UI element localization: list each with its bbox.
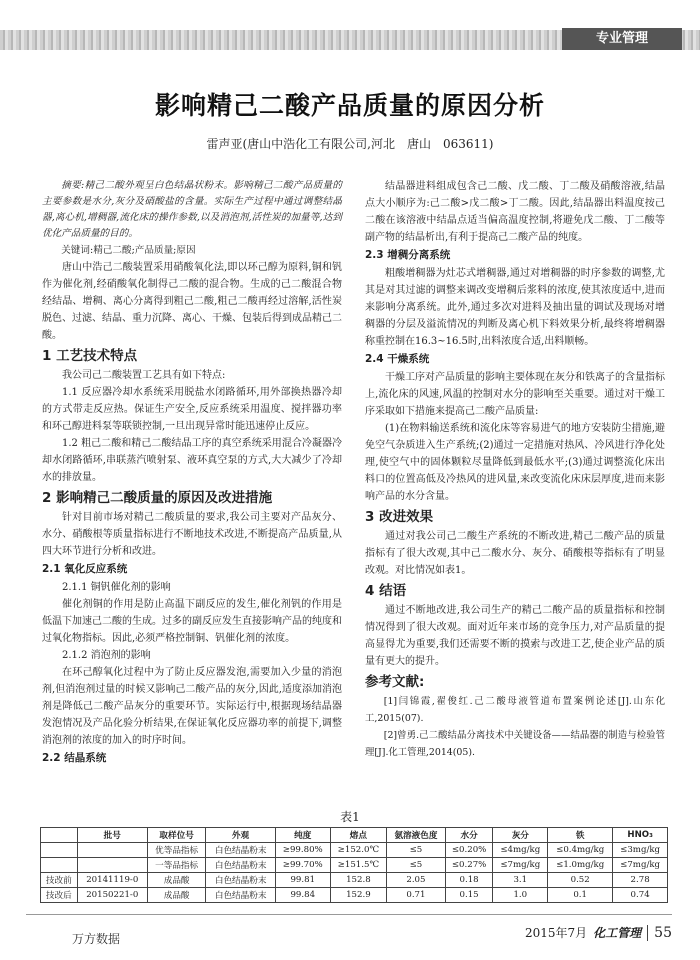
table-cell: 152.9 — [330, 888, 387, 903]
table-cell: 1.0 — [493, 888, 548, 903]
table-cell: ≤5 — [387, 858, 446, 873]
paragraph: 针对目前市场对精己二酸质量的要求,我公司主要对产品灰分、水分、硝酸根等质量指标进行不断地技术改进,不断提高产品质量,从四大环节进行分析和改进。 — [42, 512, 342, 557]
table-cell: 20141119-0 — [77, 873, 147, 888]
table-header-row — [41, 828, 668, 843]
subheading-2-3: 2.3 增稠分离系统 — [365, 249, 451, 261]
subheading-2-4: 2.4 干燥系统 — [365, 353, 430, 365]
table-header-cell: 灰分 — [493, 828, 548, 843]
subheading-2-2: 2.2 结晶系统 — [42, 752, 107, 764]
paragraph: 1.2 粗己二酸和精己二酸结晶工序的真空系统采用混合冷凝器冷却水闭路循环,串联蒸汽喷射泵、液环真空泵的方式,大大减少了冷却水的排放量。 — [42, 438, 342, 483]
section-tag: 专业管理 — [562, 28, 682, 50]
table-cell — [77, 858, 147, 873]
table-cell: ≤7mg/kg — [493, 858, 548, 873]
table-cell: 152.8 — [330, 873, 387, 888]
table-cell — [77, 843, 147, 858]
table-cell: 技改后 — [41, 888, 78, 903]
subheading-2-1-1: 2.1.1 铜钒催化剂的影响 — [62, 582, 171, 593]
table-cell: ≥152.0℃ — [330, 843, 387, 858]
table-cell: 0.18 — [445, 873, 493, 888]
table-row — [41, 873, 668, 888]
table-cell — [41, 858, 78, 873]
table-header-cell — [41, 828, 78, 843]
author-line: 雷声亚(唐山中浩化工有限公司,河北 唐山 063611) — [206, 137, 494, 151]
table-cell: 99.84 — [275, 888, 330, 903]
left-column — [42, 178, 342, 768]
table-cell: ≥99.70% — [275, 858, 330, 873]
subheading-2-1-2: 2.1.2 消泡剂的影响 — [62, 650, 151, 661]
footer-info — [525, 924, 672, 941]
paragraph: 通过对我公司己二酸生产系统的不断改进,精己二酸产品的质量指标有了很大改观,其中己二酸水分、灰分、硝酸根等指标有了明显改观。对比情况如表1。 — [365, 531, 665, 576]
table-caption: 表1 — [340, 810, 360, 824]
right-column — [365, 178, 665, 761]
paragraph: 催化剂铜的作用是防止高温下副反应的发生,催化剂钒的作用是低温下加速己二酸的生成。过多的副反应发生直接影响产品的纯度和过氧化物指标。因此,必须严格控制铜、钒催化剂的浓度。 — [42, 599, 342, 644]
section-heading-4: 4 结语 — [365, 583, 407, 599]
page-number: 55 — [647, 925, 672, 941]
intro-paragraph: 唐山中浩己二酸装置采用硝酸氧化法,即以环己醇为原料,铜和钒作为催化剂,经硝酸氧化制得己二酸的混合物。生成的己二酸混合物经结晶、增稠、离心分离得到粗己二酸,粗己二酸再经过溶解,活性炭脱色、过滤、结晶、重力沉降、离心、干燥、包装后得到成品精己二酸。 — [42, 262, 342, 341]
abstract: 摘要:精己二酸外观呈白色结晶状粉末。影响精己二酸产品质量的主要参数是水分,灰分及硝酸盐的含量。实际生产过程中通过调整结晶器,离心机,增稠器,流化床的操作参数,以及消泡剂,活性炭的加量等,达到优化产品质量的目的。 — [42, 180, 342, 239]
table-cell: ≤5 — [387, 843, 446, 858]
section-heading-2: 2 影响精己二酸质量的原因及改进措施 — [42, 490, 273, 506]
table-header-cell: HNO₃ — [613, 828, 668, 843]
table-header-cell: 铁 — [548, 828, 613, 843]
table-header-cell: 取样位号 — [147, 828, 206, 843]
table-cell: 0.1 — [548, 888, 613, 903]
paragraph: 结晶器进料组成包含己二酸、戊二酸、丁二酸及硝酸溶液,结晶点大小顺序为:己二酸>戊二酸>丁二酸。因此,结晶器出料温度按己二酸在该溶液中结晶点适当偏高温度控制,将避免戊二酸、丁二酸等副产物的结晶析出,有利于提高己二酸产品的纯度。 — [365, 181, 665, 243]
table-cell: 白色结晶粉末 — [206, 843, 276, 858]
table-cell: 20150221-0 — [77, 888, 147, 903]
footer-date: 2015年7月 — [524, 926, 588, 940]
table-header-cell: 熔点 — [330, 828, 387, 843]
table-header-cell: 批号 — [77, 828, 147, 843]
table-cell: 2.05 — [387, 873, 446, 888]
references-heading: 参考文献: — [365, 674, 425, 690]
magazine-name: 化工管理 — [593, 926, 642, 940]
keywords: 关键词:精己二酸;产品质量;原因 — [61, 245, 196, 256]
quality-table — [40, 827, 668, 903]
table-cell: 99.81 — [275, 873, 330, 888]
table-cell: ≤0.20% — [445, 843, 493, 858]
table-header-cell: 外观 — [206, 828, 276, 843]
footer-source: 万方数据 — [72, 932, 121, 946]
table-cell — [41, 843, 78, 858]
paragraph: 在环己醇氧化过程中为了防止反应器发泡,需要加入少量的消泡剂,但消泡剂过量的时候又影响己二酸产品的灰分,因此,适度添加消泡剂是降低己二酸产品灰分的重要环节。实际运行中,根据现场结晶器发泡情况及产品化验分析结果,在保证氧化反应器功率的前提下,调整消泡剂的浓度的加入的时序时间。 — [42, 667, 342, 746]
footer-divider — [26, 914, 672, 915]
table-cell: 3.1 — [493, 873, 548, 888]
table-row — [41, 858, 668, 873]
table-cell: 0.52 — [548, 873, 613, 888]
table-cell: ≤1.0mg/kg — [548, 858, 613, 873]
table-cell: 一等品指标 — [147, 858, 206, 873]
table-row — [41, 843, 668, 858]
table-cell: ≤3mg/kg — [613, 843, 668, 858]
table-cell: ≥151.5℃ — [330, 858, 387, 873]
table-cell: 白色结晶粉末 — [206, 858, 276, 873]
table-cell: 白色结晶粉末 — [206, 888, 276, 903]
table-cell: 2.78 — [613, 873, 668, 888]
paragraph: (1)在物料输送系统和流化床等容易进气的地方安装防尘措施,避免空气杂质进入生产系统;(2)通过一定措施对热风、冷风进行净化处理,使空气中的固体颗粒尽量降低到最低水平;(3)通过调整流化床出料口的位置高低及冷热风的进风量,来改变流化床床层厚度,进而来影响产品的水分含量。 — [365, 423, 665, 502]
table-cell: 成品酸 — [147, 873, 206, 888]
reference-item: [2]曾勇.己二酸结晶分离技术中关键设备——结晶器的制造与检验管理[J].化工管理,2014(05). — [365, 730, 665, 758]
reference-item: [1]闫锦霞,翟俊红.己二酸母液管道布置案例论述[J].山东化工,2015(07). — [365, 696, 665, 724]
table-header-cell: 水分 — [445, 828, 493, 843]
subheading-2-1: 2.1 氧化反应系统 — [42, 563, 128, 575]
table-header-cell: 氨溶液色度 — [387, 828, 446, 843]
table-row — [41, 888, 668, 903]
table-cell: 白色结晶粉末 — [206, 873, 276, 888]
paragraph: 通过不断地改进,我公司生产的精己二酸产品的质量指标和控制情况得到了很大改观。面对近年来市场的竞争压力,对产品质量的提高显得尤为重要,我们还需要不断的摸索与改进工艺,使企业产品的质量有更大的提升。 — [365, 605, 665, 667]
paragraph: 1.1 反应器冷却水系统采用脱盐水闭路循环,用外部换热器冷却的方式带走反应热。保证生产安全,反应系统采用温度、搅拌器功率和环己醇进料泵等联锁控制,一旦出现异常时能迅速停止反应。 — [42, 387, 342, 432]
paragraph: 我公司己二酸装置工艺具有如下特点: — [62, 370, 226, 381]
table-cell: 优等品指标 — [147, 843, 206, 858]
table-cell: ≤0.4mg/kg — [548, 843, 613, 858]
table-cell: ≤7mg/kg — [613, 858, 668, 873]
table-cell: ≤4mg/kg — [493, 843, 548, 858]
article-title: 影响精己二酸产品质量的原因分析 — [154, 91, 545, 120]
table-cell: 0.74 — [613, 888, 668, 903]
table-cell: 0.15 — [445, 888, 493, 903]
table-cell: 0.71 — [387, 888, 446, 903]
table-cell: 技改前 — [41, 873, 78, 888]
section-heading-3: 3 改进效果 — [365, 509, 434, 525]
table-cell: ≤0.27% — [445, 858, 493, 873]
table-cell: 成品酸 — [147, 888, 206, 903]
section-heading-1: 1 工艺技术特点 — [42, 348, 138, 364]
table-cell: ≥99.80% — [275, 843, 330, 858]
table-header-cell: 纯度 — [275, 828, 330, 843]
paragraph: 粗酸增稠器为灶芯式增稠器,通过对增稠器的时序参数的调整,尤其是对其过滤的调整来调改变增稠后浆料的浓度,使其浓度适中,进而来影响分离系统。此外,通过多次对进料及抽出量的调试及现场对增稠器的分层及溢流情况的判断及离心机下料效果分析,最终将增稠器称重控制在16.3~16.5时,出料浓度合适,出料顺畅。 — [365, 268, 665, 347]
paragraph: 干燥工序对产品质量的影响主要体现在灰分和铁离子的含量指标上,流化床的风速,风温的控制对水分的影响至关重要。通过对干燥工序采取如下措施来提高己二酸产品质量: — [365, 372, 665, 417]
